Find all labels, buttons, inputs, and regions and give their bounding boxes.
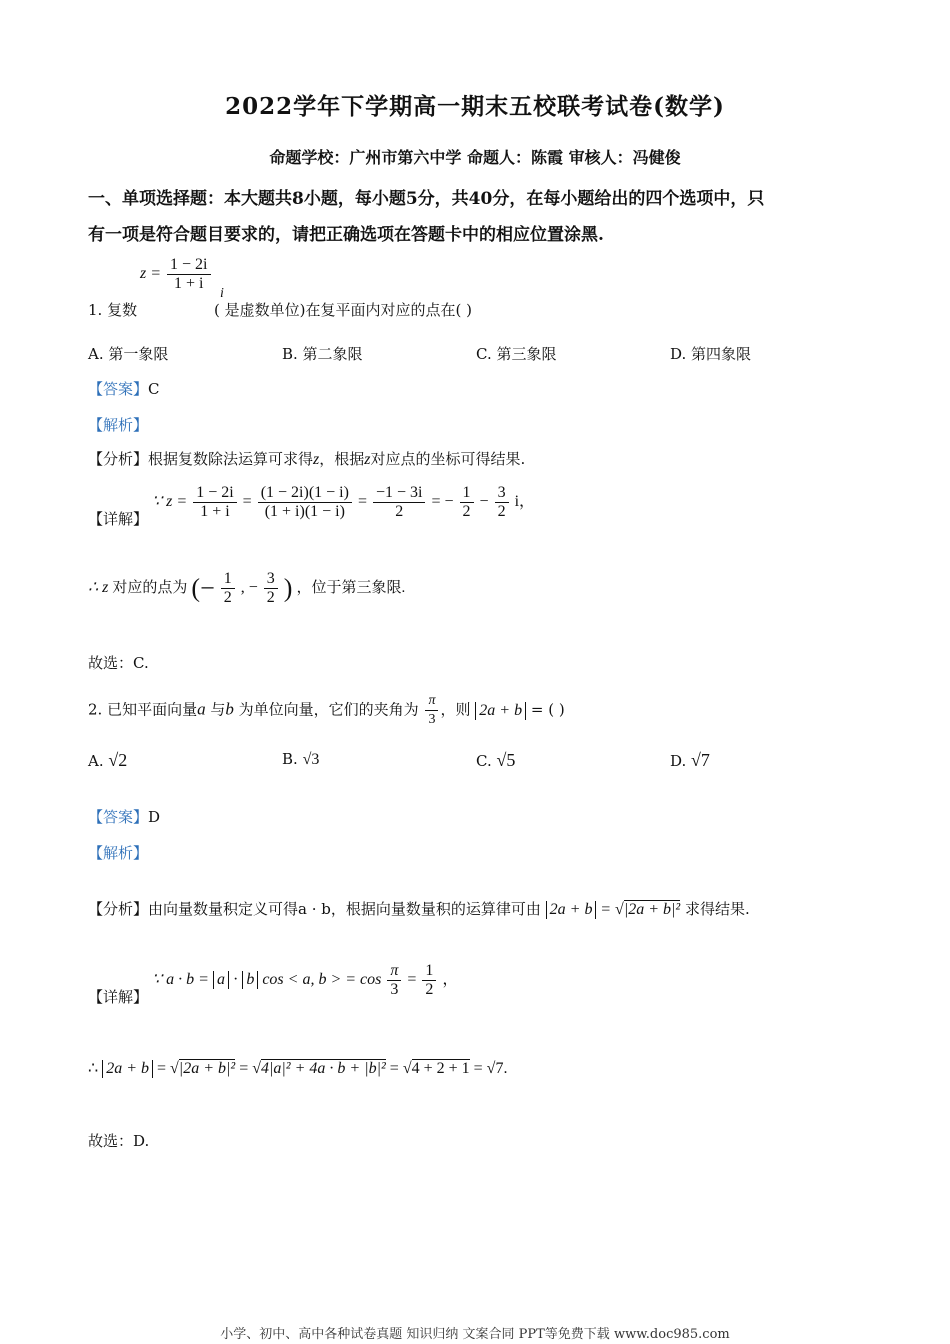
q2-option-c: C. √5: [476, 750, 516, 770]
q1-option-c: C. 第三象限: [476, 345, 557, 363]
q2-detail-tag: 【详解】: [88, 988, 149, 1006]
q1-option-d: D. 第四象限: [670, 345, 752, 363]
q1-formula: z = $\frac{1 - 2i}{1 + i}$: [140, 256, 213, 293]
page-title: 2022学年下学期高一期末五校联考试卷(数学): [225, 93, 725, 120]
q1-fenxi: 【分析】根据复数除法运算可求得z，根据z对应点的坐标可得结果.: [88, 450, 526, 468]
q2-stem: 2. 已知平面向量a 与b 为单位向量，它们的夹角为 $\frac{\pi}{3}$ ，则 2a + b = ( ): [88, 693, 565, 727]
q1-answer: 【答案】C: [88, 380, 160, 398]
q2-answer: 【答案】D: [88, 808, 161, 826]
q2-option-b: B. √3: [282, 750, 320, 768]
q2-option-d: D. √7: [670, 750, 710, 770]
footer-text: 小学、初中、高中各种试卷真题 知识归纳 文案合同 PPT等免费下载 www.doc985.com: [220, 1327, 730, 1342]
q1-conclusion: 故选：C.: [88, 654, 149, 672]
q1-option-a: A. 第一象限: [88, 345, 169, 363]
q1-option-b: B. 第二象限: [282, 345, 363, 363]
q1-imag-unit: i: [220, 286, 224, 301]
q1-analysis-tag: 【解析】: [88, 416, 149, 434]
q2-detail-formula-2: ∴ 2a + b = √|2a + b|² = √4|a|² + 4a · b + |b|² = √4 + 2 + 1 = √7.: [88, 1060, 508, 1077]
section-instruction-line2: 有一项是符合题目要求的，请把正确选项在答题卡中的相应位置涂黑.: [88, 225, 604, 245]
q1-prefix: 1. 复数: [88, 301, 138, 319]
q2-conclusion: 故选：D.: [88, 1132, 150, 1150]
section-instruction-line1: 一、单项选择题：本大题共8小题，每小题5分，共40分，在每小题给出的四个选项中，只: [88, 189, 765, 209]
q2-fenxi: 【分析】由向量数量积定义可得a · b，根据向量数量积的运算律可由 2a + b = √|2a + b|² 求得结果.: [88, 900, 750, 918]
exam-subtitle: 命题学校：广州市第六中学 命题人：陈霞 审核人：冯健俊: [269, 148, 681, 167]
q1-detail-formula: ∵ z = $\frac{1 - 2i}{1 + i}$ = $\frac{(1 - 2i)(1 - i)}{(1 + i)(1 - i)}$ = $\frac{-1 - 3i}{2}$ = − $\frac{1}{2}$ − $\frac{3}{2}$ i，: [152, 484, 536, 520]
q1-detail-tag: 【详解】: [88, 510, 149, 528]
q2-detail-formula-1: ∵ a · b = a · b cos < a, b > = cos $\frac{\pi}{3}$ = $\frac{1}{2}$ ，: [152, 962, 459, 998]
q2-option-a: A. √2: [88, 750, 128, 770]
q1-suffix: ( 是虚数单位)在复平面内对应的点在( ): [214, 301, 472, 319]
q2-analysis-tag: 【解析】: [88, 844, 149, 862]
q1-point-line: ∴ z 对应的点为 (− $\frac{1}{2}$ , − $\frac{3}{2}$ ) ，位于第三象限.: [88, 570, 406, 606]
